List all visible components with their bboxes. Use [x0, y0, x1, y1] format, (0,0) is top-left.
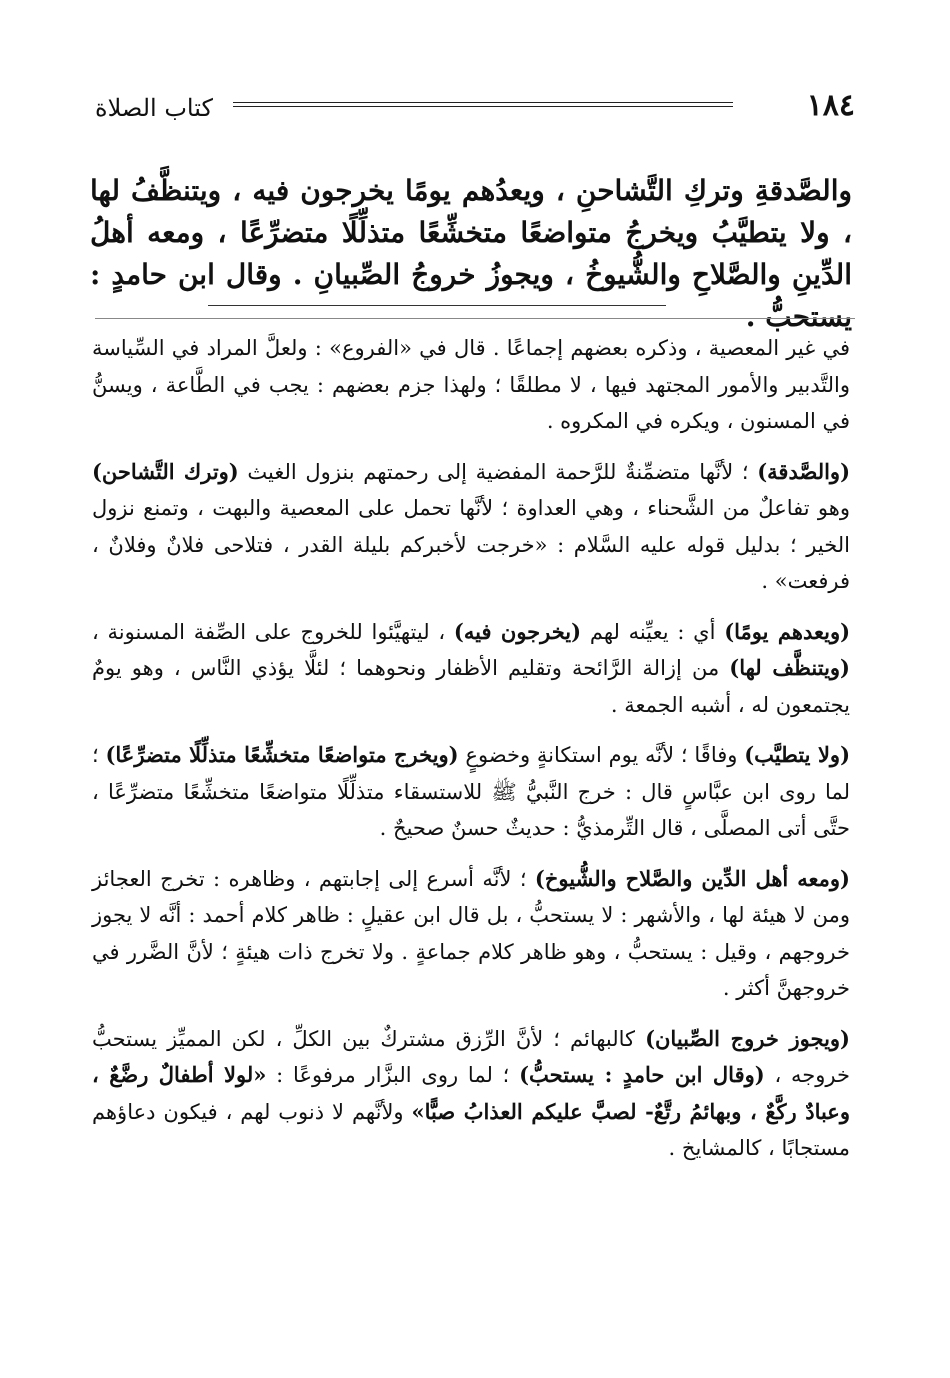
quoted-phrase: (ويجوز خروج الصِّبيان) [645, 1025, 850, 1051]
matn-text: والصَّدقةِ وتركِ التَّشاحنِ ، ويعدُهم يومًا يخرجون فيه ، ويتنظَّفُ لها ، ولا يتطيَّبُ ويخرجُ متواضعًا متخشِّعًا متذلِّلًا متضرِّعًا ، ومعه أهلُ الدِّينِ والصَّلاحِ والشُّيوخُ ، ويجوزُ خروجُ الصِّبيانِ . وقال ابن حامدٍ : يستحبُّ . [90, 174, 852, 333]
quoted-phrase: (ويعدهم يومًا) [724, 618, 851, 644]
quoted-phrase: (ويتنظَّف لها) [729, 655, 850, 680]
matn-underline [208, 305, 666, 306]
commentary-paragraph-2 [92, 454, 850, 600]
commentary-text: ؛ لما روى ابن عبَّاسٍ قال : خرج النَّبيُّ ﷺ للاستسقاء متذلِّلًا متواضعًا متخشِّعًا متضرِّعًا ، حتَّى أتى المصلَّى ، قال التِّرمذيُّ : حديثٌ حسنٌ صحيحٌ . [92, 743, 850, 840]
commentary-text: وهو تفاعلٌ من الشَّحناء ، وهي العداوة ؛ لأنَّها تحمل على المعصية والبهت ، وتمنع نزول الخير ؛ بدليل قوله عليه السَّلام : «خرجت لأخبركم بليلة القدر ، فتلاحى فلانٌ وفلانٌ ، فرفعت» . [92, 496, 850, 593]
hadith-quote: «لولا أطفالٌ رضَّعٌ ، وعبادٌ ركَّعٌ ، وبهائمُ رتَّعٌ- لصبَّ عليكم العذابُ صبًّا» [92, 1062, 850, 1124]
section-divider [95, 318, 855, 319]
book-title: كتاب الصلاة [95, 94, 213, 122]
quoted-phrase: (ولا يتطيَّب) [744, 742, 851, 767]
commentary-paragraph-6 [92, 1021, 850, 1167]
commentary-text: ؛ لما روى البزَّار مرفوعًا : [266, 1063, 520, 1087]
commentary-text: ولأنَّهم لا ذنوب لهم ، فيكون دعاؤهم مستجابًا ، كالمشايخ . [92, 1099, 850, 1160]
commentary-text: ؛ لأنَّه أسرع إلى إجابتهم ، وظاهره : تخرج العجائز ومن لا هيئة لها ، والأشهر : لا يستحبُّ ، بل قال ابن عقيلٍ : ظاهر كلام أحمد : أنَّه لا يجوز خروجهم ، وقيل : يستحبُّ ، وهو ظاهر كلام جماعةٍ . ولا تخرج ذات هيئةٍ ؛ لأنَّ الضَّرر في خروجهنَّ أكثر . [92, 866, 850, 1000]
quoted-phrase: (ويخرج متواضعًا متخشِّعًا متذلِّلًا متضرِّعًا) [105, 742, 459, 767]
commentary-text: ؛ لأنَّها متضمِّنةٌ للرَّحمة المفضية إلى رحمتهم بنزول الغيث [238, 459, 758, 484]
quoted-phrase: (ومعه أهل الدِّين والصَّلاح والشُّيوخ) [534, 865, 850, 891]
commentary-text: وفاقًا ؛ لأنَّه يوم استكانةٍ وخضوعٍ [458, 743, 745, 767]
commentary-text: أي : يعيِّنه لهم [581, 619, 725, 644]
quoted-phrase: (والصَّدقة) [757, 458, 851, 484]
commentary-paragraph-1: في غير المعصية ، وذكره بعضهم إجماعًا . قال في «الفروع» : ولعلَّ المراد في السِّياسة والتَّدبير والأمور المجتهد فيها ، لا مطلقًا ؛ ولهذا جزم بعضهم : يجب في الطَّاعة ، ويسنُّ في المسنون ، ويكره في المكروه . [92, 336, 850, 433]
page-number: ١٨٤ [806, 88, 855, 123]
commentary-paragraph-4 [92, 737, 850, 847]
commentary-text: من إزالة الرَّائحة وتقليم الأظفار ونحوهما ؛ لئلَّا يؤذي النَّاس ، وهو يومٌ يجتمعون له ، أشبه الجمعة . [92, 656, 850, 717]
page-header [95, 82, 855, 132]
commentary-text: ، ليتهيَّئوا للخروج على الصِّفة المسنونة ، [92, 619, 454, 644]
commentary-paragraph-5 [92, 861, 850, 1007]
quoted-phrase: (وترك التَّشاحن) [92, 458, 239, 484]
commentary-text: كالبهائم ؛ لأنَّ الرِّزق مشتركٌ بين الكلِّ ، لكن المميِّز يستحبُّ خروجه ، [92, 1026, 850, 1087]
commentary [92, 330, 850, 1181]
header-rule [233, 102, 733, 107]
commentary-paragraph-3 [92, 614, 850, 724]
quoted-phrase: (وقال ابن حامدٍ : يستحبُّ) [519, 1062, 765, 1087]
quoted-phrase: (يخرجون فيه) [453, 618, 582, 644]
